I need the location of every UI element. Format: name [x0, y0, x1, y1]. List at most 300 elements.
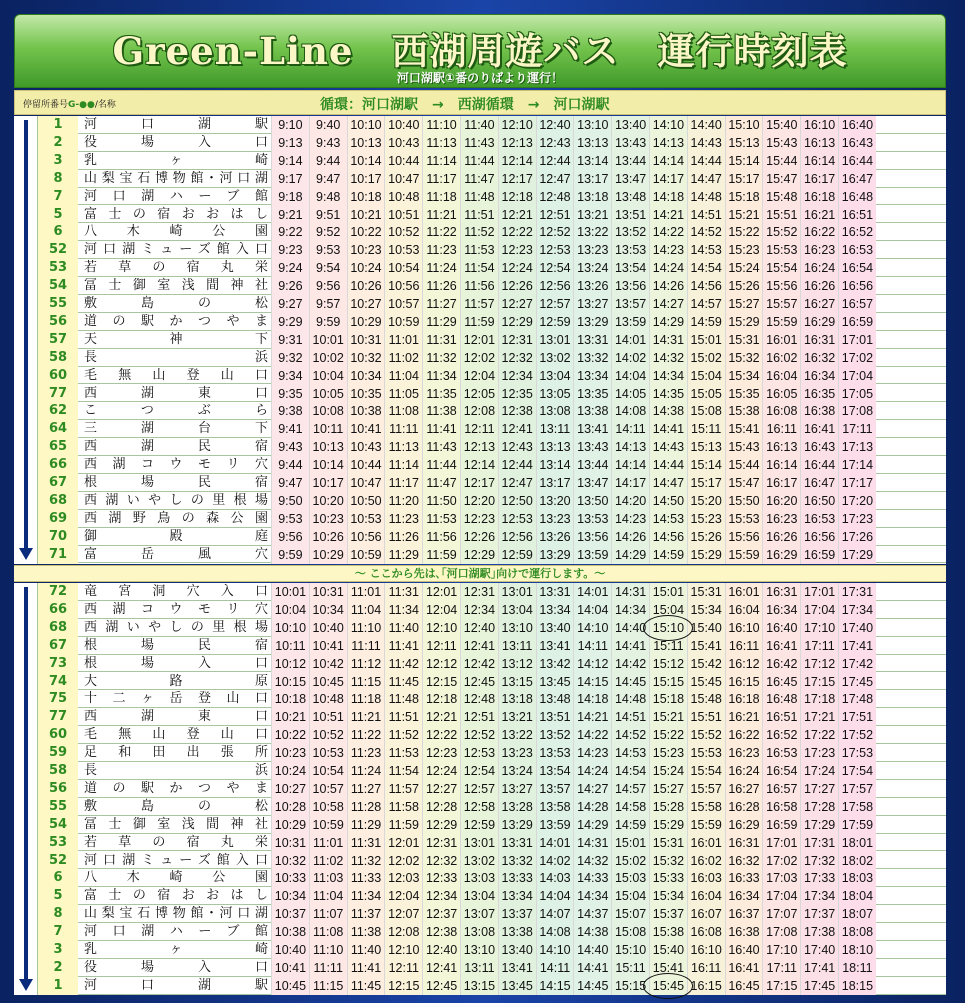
- direction-arrow-line: [24, 587, 28, 981]
- departure-time: 15:23: [649, 744, 687, 762]
- stop-number: 71: [38, 546, 78, 564]
- departure-time: 10:32: [271, 852, 309, 870]
- departure-time: 13:28: [498, 798, 536, 816]
- departure-time: 14:27: [573, 780, 611, 798]
- departure-time: 17:59: [838, 816, 876, 834]
- departure-time: 11:59: [384, 816, 422, 834]
- departure-time: 17:11: [762, 959, 800, 977]
- departure-time: 10:40: [271, 941, 309, 959]
- departure-time: 11:29: [347, 816, 385, 834]
- departure-time: 11:51: [460, 206, 498, 224]
- table-row: [14, 510, 946, 528]
- stop-name: 富士の宿おおはし: [84, 888, 268, 904]
- departure-time: 12:20: [460, 492, 498, 510]
- departure-time: 13:32: [498, 852, 536, 870]
- departure-time: 17:11: [800, 637, 838, 655]
- departure-time: 12:57: [460, 780, 498, 798]
- departure-time: 16:59: [838, 313, 876, 331]
- departure-time: 12:44: [536, 152, 574, 170]
- departure-time: 16:40: [725, 941, 763, 959]
- stop-name: 御殿庭: [84, 528, 268, 544]
- departure-time: 11:40: [460, 116, 498, 134]
- departure-time: 16:29: [762, 546, 800, 564]
- departure-time: 12:27: [422, 780, 460, 798]
- departure-time: 10:10: [347, 116, 385, 134]
- departure-time: 14:41: [649, 420, 687, 438]
- departure-time: 15:20: [687, 492, 725, 510]
- departure-time: 13:11: [536, 420, 574, 438]
- departure-time: 13:48: [611, 188, 649, 206]
- stop-name: 道の駅かつやま: [84, 780, 268, 796]
- departure-time: 14:34: [573, 887, 611, 905]
- departure-time: 11:54: [384, 762, 422, 780]
- departure-time: 11:32: [422, 349, 460, 367]
- departure-time: 16:52: [838, 223, 876, 241]
- table-row: [14, 456, 946, 474]
- departure-time: 11:11: [309, 959, 347, 977]
- departure-time: 17:02: [762, 852, 800, 870]
- departure-time: 11:26: [384, 528, 422, 546]
- stop-name: 西湖いやしの里根場: [84, 492, 268, 508]
- departure-time: 12:22: [498, 223, 536, 241]
- departure-time: 14:43: [687, 134, 725, 152]
- departure-time: 13:27: [498, 780, 536, 798]
- table-row: [14, 887, 946, 905]
- stop-number: 8: [38, 905, 78, 923]
- stop-name: 西湖民宿: [84, 439, 268, 455]
- departure-time: 10:31: [271, 834, 309, 852]
- departure-time: 12:33: [422, 869, 460, 887]
- departure-time: 11:58: [384, 798, 422, 816]
- stop-number: 60: [38, 367, 78, 385]
- departure-time: 12:56: [536, 277, 574, 295]
- departure-time: 12:53: [536, 241, 574, 259]
- departure-time: 13:52: [611, 223, 649, 241]
- departure-time: 16:14: [762, 456, 800, 474]
- departure-time: 15:08: [611, 923, 649, 941]
- departure-time: 10:20: [309, 492, 347, 510]
- stop-number: 65: [38, 438, 78, 456]
- departure-time: 10:34: [347, 367, 385, 385]
- stop-name: 根場民宿: [84, 637, 268, 653]
- stop-name: 長浜: [84, 349, 268, 365]
- stop-name: 根場民宿: [84, 475, 268, 490]
- departure-time: 11:01: [384, 331, 422, 349]
- departure-time: 13:02: [536, 349, 574, 367]
- departure-time: 12:10: [422, 619, 460, 637]
- departure-time: 14:01: [611, 331, 649, 349]
- stop-name: 河口湖ミューズ館入口: [84, 242, 268, 258]
- departure-time: 14:28: [573, 798, 611, 816]
- departure-time: 14:48: [611, 690, 649, 708]
- departure-time: 13:07: [460, 905, 498, 923]
- departure-time: 16:11: [762, 420, 800, 438]
- stop-name: 河口湖駅: [84, 977, 268, 993]
- stop-number: 60: [38, 726, 78, 744]
- departure-time: 15:44: [725, 456, 763, 474]
- departure-time: 13:47: [611, 170, 649, 188]
- departure-time: 10:56: [384, 277, 422, 295]
- departure-time: 14:18: [649, 188, 687, 206]
- departure-time: 15:38: [725, 402, 763, 420]
- departure-time: 14:10: [649, 116, 687, 134]
- departure-time: 15:40: [649, 941, 687, 959]
- departure-time: 15:04: [611, 887, 649, 905]
- departure-time: 17:54: [838, 762, 876, 780]
- departure-time: 15:01: [687, 331, 725, 349]
- table-row: [14, 619, 946, 637]
- departure-time: 10:45: [309, 673, 347, 691]
- departure-time: 9:38: [271, 402, 309, 420]
- departure-time: 14:45: [573, 977, 611, 995]
- departure-time: 9:17: [271, 170, 309, 188]
- departure-time: 11:17: [384, 474, 422, 492]
- departure-time: 12:24: [422, 762, 460, 780]
- departure-time: 12:29: [422, 816, 460, 834]
- departure-time: 10:10: [271, 619, 309, 637]
- departure-time: 15:52: [687, 726, 725, 744]
- departure-time: 9:59: [271, 546, 309, 564]
- stop-number: 64: [38, 420, 78, 438]
- stop-number: 52: [38, 241, 78, 259]
- departure-time: 16:14: [800, 152, 838, 170]
- departure-time: 15:21: [649, 708, 687, 726]
- departure-time: 13:51: [611, 206, 649, 224]
- departure-time: 13:57: [536, 780, 574, 798]
- departure-time: 16:42: [762, 655, 800, 673]
- departure-time: 11:33: [347, 869, 385, 887]
- departure-time: 15:15: [649, 673, 687, 691]
- departure-time: 17:42: [838, 655, 876, 673]
- departure-time: 9:56: [271, 528, 309, 546]
- stop-number: 73: [38, 655, 78, 673]
- departure-time: 16:20: [762, 492, 800, 510]
- departure-time: 15:15: [611, 977, 649, 995]
- departure-time: 14:18: [573, 690, 611, 708]
- table-row: [14, 744, 946, 762]
- departure-time: 14:37: [573, 905, 611, 923]
- departure-time: 15:01: [649, 583, 687, 601]
- departure-time: 15:13: [725, 134, 763, 152]
- stop-name: 冨士御室浅間神社: [84, 278, 268, 294]
- departure-time: 12:21: [422, 708, 460, 726]
- departure-time: 14:32: [573, 852, 611, 870]
- departure-time: 12:10: [384, 941, 422, 959]
- departure-time: 14:29: [573, 816, 611, 834]
- departure-time: 10:17: [347, 170, 385, 188]
- departure-time: 14:59: [649, 546, 687, 564]
- departure-time: 17:01: [800, 583, 838, 601]
- departure-time: 11:59: [460, 313, 498, 331]
- departure-time: 15:47: [725, 474, 763, 492]
- departure-time: 14:22: [573, 726, 611, 744]
- departure-time: 10:56: [347, 528, 385, 546]
- departure-time: 12:05: [460, 385, 498, 403]
- departure-time: 17:45: [838, 673, 876, 691]
- departure-time: 10:14: [309, 456, 347, 474]
- departure-time: 10:58: [309, 798, 347, 816]
- departure-time: 16:40: [762, 619, 800, 637]
- departure-time: 15:35: [725, 385, 763, 403]
- departure-time: 14:24: [649, 259, 687, 277]
- stop-name: 敷島の松: [84, 798, 268, 814]
- departure-time: 13:40: [536, 619, 574, 637]
- departure-time: 17:04: [800, 601, 838, 619]
- down-arrow-icon: [19, 979, 33, 991]
- stop-number: 59: [38, 744, 78, 762]
- departure-time: 16:53: [838, 241, 876, 259]
- departure-time: 10:33: [271, 869, 309, 887]
- direction-banner: ～ ここから先は､｢河口湖駅｣向けで運行します。～: [14, 565, 946, 582]
- stop-number: 56: [38, 780, 78, 798]
- departure-time: 16:02: [762, 349, 800, 367]
- departure-time: 11:23: [422, 241, 460, 259]
- departure-time: 15:02: [687, 349, 725, 367]
- departure-time: 14:44: [649, 456, 687, 474]
- stop-name: 根場入口: [84, 655, 268, 671]
- table-row: [14, 655, 946, 673]
- departure-time: 11:21: [347, 708, 385, 726]
- departure-time: 16:13: [800, 134, 838, 152]
- departure-time: 13:57: [611, 295, 649, 313]
- stop-name: 乳ヶ崎: [84, 152, 268, 168]
- table-row: [14, 673, 946, 691]
- departure-time: 17:52: [838, 726, 876, 744]
- departure-time: 15:26: [725, 277, 763, 295]
- departure-time: 17:10: [800, 619, 838, 637]
- departure-time: 16:17: [800, 170, 838, 188]
- departure-time: 12:53: [498, 510, 536, 528]
- departure-time: 13:34: [573, 367, 611, 385]
- departure-time: 11:43: [422, 438, 460, 456]
- stop-number: 57: [38, 331, 78, 349]
- departure-time: 11:10: [347, 619, 385, 637]
- table-row: [14, 583, 946, 601]
- departure-time: 13:04: [536, 367, 574, 385]
- departure-time: 10:57: [309, 780, 347, 798]
- departure-time: 15:45: [649, 977, 687, 995]
- departure-time: 16:48: [838, 188, 876, 206]
- departure-time: 18:07: [838, 905, 876, 923]
- departure-time: 10:23: [347, 241, 385, 259]
- departure-time: 14:24: [573, 762, 611, 780]
- departure-time: 15:23: [725, 241, 763, 259]
- table-row: [14, 402, 946, 420]
- stop-name: 毛無山登山口: [84, 367, 268, 383]
- departure-time: 17:29: [800, 816, 838, 834]
- departure-time: 15:59: [762, 313, 800, 331]
- departure-time: 9:52: [309, 223, 347, 241]
- departure-time: 9:44: [271, 456, 309, 474]
- departure-time: 10:18: [347, 188, 385, 206]
- departure-time: 15:58: [687, 798, 725, 816]
- departure-time: 11:29: [422, 313, 460, 331]
- departure-time: 9:44: [309, 152, 347, 170]
- departure-time: 17:08: [838, 402, 876, 420]
- stop-name: 山梨宝石博物館･河口湖: [84, 906, 268, 922]
- departure-time: 12:23: [460, 510, 498, 528]
- departure-time: 10:23: [309, 510, 347, 528]
- departure-time: 16:22: [800, 223, 838, 241]
- departure-time: 16:23: [800, 241, 838, 259]
- departure-time: 12:35: [498, 385, 536, 403]
- departure-time: 16:45: [762, 673, 800, 691]
- departure-time: 13:53: [536, 744, 574, 762]
- departure-time: 9:54: [309, 259, 347, 277]
- table-row: [14, 492, 946, 510]
- departure-time: 9:50: [271, 492, 309, 510]
- departure-time: 13:43: [611, 134, 649, 152]
- departure-time: 12:04: [384, 887, 422, 905]
- stop-number: 8: [38, 170, 78, 188]
- departure-time: 10:43: [347, 438, 385, 456]
- departure-time: 14:04: [611, 367, 649, 385]
- departure-time: 10:02: [309, 349, 347, 367]
- departure-time: 15:26: [687, 528, 725, 546]
- departure-time: 14:10: [536, 941, 574, 959]
- departure-time: 16:51: [838, 206, 876, 224]
- departure-time: 10:54: [309, 762, 347, 780]
- departure-time: 15:01: [611, 834, 649, 852]
- departure-time: 12:26: [498, 277, 536, 295]
- table-row: [14, 959, 946, 977]
- departure-time: 14:41: [573, 959, 611, 977]
- departure-time: 11:35: [422, 385, 460, 403]
- stop-number: 67: [38, 637, 78, 655]
- departure-time: 13:24: [573, 259, 611, 277]
- departure-time: 10:14: [347, 152, 385, 170]
- departure-time: 10:40: [384, 116, 422, 134]
- departure-time: 10:59: [309, 816, 347, 834]
- departure-time: 13:29: [498, 816, 536, 834]
- departure-time: 10:50: [347, 492, 385, 510]
- departure-time: 11:28: [347, 798, 385, 816]
- departure-time: 15:21: [725, 206, 763, 224]
- departure-time: 14:57: [687, 295, 725, 313]
- departure-time: 15:31: [725, 331, 763, 349]
- departure-time: 12:08: [384, 923, 422, 941]
- departure-time: 11:05: [384, 385, 422, 403]
- stop-name: 八木崎公園: [84, 224, 268, 240]
- departure-time: 16:56: [838, 277, 876, 295]
- departure-time: 18:15: [838, 977, 876, 995]
- table-row: [14, 708, 946, 726]
- departure-time: 15:56: [762, 277, 800, 295]
- departure-time: 17:27: [800, 780, 838, 798]
- departure-time: 11:37: [347, 905, 385, 923]
- departure-time: 10:11: [271, 637, 309, 655]
- departure-time: 16:35: [800, 385, 838, 403]
- departure-time: 12:57: [536, 295, 574, 313]
- departure-time: 12:52: [460, 726, 498, 744]
- departure-time: 14:48: [687, 188, 725, 206]
- departure-time: 10:13: [347, 134, 385, 152]
- departure-time: 15:57: [762, 295, 800, 313]
- departure-time: 14:02: [536, 852, 574, 870]
- departure-time: 10:28: [271, 798, 309, 816]
- stop-name: 三湖台下: [84, 421, 268, 437]
- departure-time: 13:04: [498, 601, 536, 619]
- departure-time: 11:40: [347, 941, 385, 959]
- handwritten-circle-mark: [643, 973, 693, 999]
- stop-name: 西湖東口: [84, 709, 268, 725]
- departure-time: 11:40: [384, 619, 422, 637]
- departure-time: 16:59: [800, 546, 838, 564]
- departure-time: 11:34: [347, 887, 385, 905]
- departure-time: 11:47: [460, 170, 498, 188]
- departure-time: 13:10: [573, 116, 611, 134]
- departure-time: 9:13: [271, 134, 309, 152]
- departure-time: 15:31: [687, 583, 725, 601]
- departure-time: 14:42: [611, 655, 649, 673]
- departure-time: 17:15: [800, 673, 838, 691]
- departure-time: 16:04: [687, 887, 725, 905]
- departure-time: 16:34: [762, 601, 800, 619]
- table-row: [14, 852, 946, 870]
- departure-time: 15:32: [649, 852, 687, 870]
- stop-name: 冨士御室浅間神社: [84, 816, 268, 832]
- departure-time: 9:48: [309, 188, 347, 206]
- departure-time: 11:15: [347, 673, 385, 691]
- departure-time: 13:27: [573, 295, 611, 313]
- departure-time: 13:29: [573, 313, 611, 331]
- departure-time: 12:40: [422, 941, 460, 959]
- down-arrow-icon: [19, 548, 33, 560]
- departure-time: 16:27: [725, 780, 763, 798]
- departure-time: 12:34: [460, 601, 498, 619]
- departure-time: 10:08: [309, 402, 347, 420]
- departure-time: 14:31: [611, 583, 649, 601]
- departure-time: 11:50: [422, 492, 460, 510]
- departure-time: 12:58: [460, 798, 498, 816]
- departure-time: 13:11: [498, 637, 536, 655]
- departure-time: 14:45: [611, 673, 649, 691]
- departure-time: 15:44: [762, 152, 800, 170]
- departure-time: 11:53: [384, 744, 422, 762]
- stop-number: 66: [38, 601, 78, 619]
- departure-time: 17:14: [838, 456, 876, 474]
- table-row: [14, 420, 946, 438]
- departure-time: 12:47: [498, 474, 536, 492]
- table-row: [14, 528, 946, 546]
- departure-time: 11:20: [384, 492, 422, 510]
- departure-time: 11:15: [309, 977, 347, 995]
- departure-time: 15:47: [762, 170, 800, 188]
- departure-time: 13:08: [536, 402, 574, 420]
- departure-time: 15:51: [762, 206, 800, 224]
- departure-time: 12:31: [460, 583, 498, 601]
- table-row: [14, 690, 946, 708]
- departure-time: 10:57: [384, 295, 422, 313]
- departure-time: 16:01: [725, 583, 763, 601]
- departure-time: 13:03: [460, 869, 498, 887]
- departure-time: 10:41: [347, 420, 385, 438]
- departure-time: 15:27: [649, 780, 687, 798]
- departure-time: 14:40: [573, 941, 611, 959]
- stop-number: 72: [38, 583, 78, 601]
- table-row: [14, 923, 946, 941]
- departure-time: 16:08: [687, 923, 725, 941]
- stop-name: こつぶら: [84, 403, 268, 419]
- departure-time: 14:59: [687, 313, 725, 331]
- departure-time: 13:17: [573, 170, 611, 188]
- departure-time: 12:08: [460, 402, 498, 420]
- departure-time: 16:26: [800, 277, 838, 295]
- stop-name: 西湖野鳥の森公園: [84, 510, 268, 526]
- departure-time: 13:11: [460, 959, 498, 977]
- stop-number: 2: [38, 134, 78, 152]
- departure-time: 14:38: [649, 402, 687, 420]
